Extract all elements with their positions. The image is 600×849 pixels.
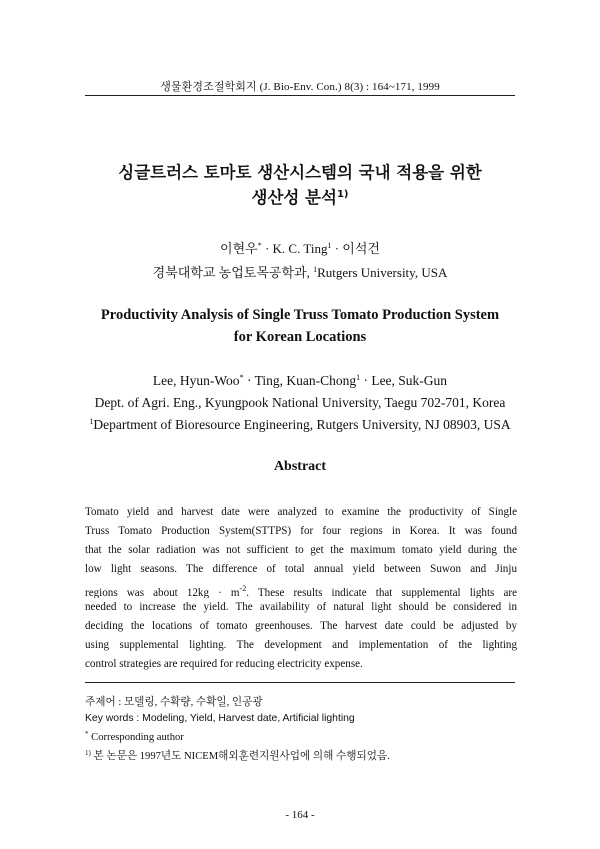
abstract-line: Truss Tomato Production System(STTPS) for four regions in Korea. It was found — [85, 525, 517, 537]
footnote-rule — [85, 682, 515, 683]
affiliation-mark: 1 — [313, 265, 318, 274]
abstract-line: low light seasons. The difference of total annual yield between Suwon and Jinju — [85, 563, 517, 575]
abstract-heading: Abstract — [273, 459, 327, 474]
header-rule — [85, 95, 515, 96]
author-2-en: · Ting, Kuan-Chong — [243, 373, 357, 388]
corresponding-author-note: * Corresponding author — [85, 730, 184, 743]
corresponding-mark: * — [85, 730, 89, 738]
author-1-kr: 이현우 — [220, 241, 258, 256]
footnote-mark: 1) — [85, 749, 91, 757]
affiliation-kr-rutgers: Rutgers University, USA — [317, 265, 448, 280]
exponent: -2 — [239, 584, 247, 593]
affiliation-mark: 1 — [89, 417, 94, 426]
author-3-kr: · 이석건 — [331, 241, 380, 256]
abstract-line: regions was about $12kg \cdot m^{-2}$. These results indicate that supplemental lights are — [85, 584, 517, 598]
abstract-line: control strategies are required for reducing electricity expense. — [85, 658, 363, 670]
title-footnote-mark: 1) — [336, 189, 349, 200]
english-affiliation-2 — [60, 417, 540, 433]
page-number: - 164 - — [285, 809, 315, 821]
english-title-line-1: Productivity Analysis of Single Truss Tomato Production System — [100, 307, 500, 323]
author-2-kr: · K. C. Ting — [261, 241, 328, 256]
corresponding-mark: * — [239, 373, 244, 382]
journal-header: 생물환경조절학회지 (J. Bio-Env. Con.) 8(3) : 164~171, 1999 — [160, 81, 440, 93]
affiliation-en-rutgers: Department of Bioresource Engineering, Rutgers University, NJ 08903, USA — [93, 417, 511, 432]
korean-authors — [60, 238, 540, 257]
author-3-en: · Lee, Suk-Gun — [360, 373, 448, 388]
affiliation-kr-dept: 경북대학교 농업토목공학과, — [152, 265, 314, 280]
korean-affiliation — [60, 262, 540, 281]
abstract-line: deciding the locations of tomato greenhouses. The harvest date could be adjusted by — [85, 620, 517, 632]
english-title-line-2: for Korean Locations — [233, 329, 367, 345]
english-affiliation-1: Dept. of Agri. Eng., Kyungpook National University, Taegu 702-701, Korea — [94, 395, 506, 410]
korean-keywords: 주제어 : 모델링, 수확량, 수확일, 인공광 — [85, 697, 263, 708]
acknowledgement-note: $^{1)}$ 본 논문은 1997년도 NICEM해외훈련지원사업에 의해 수행되었음. — [85, 749, 390, 762]
affiliation-mark: 1 — [356, 373, 361, 382]
english-authors — [60, 373, 540, 389]
abstract-line: needed to increase the yield. The availability of natural light should be considered in — [85, 601, 517, 613]
abstract-body — [85, 503, 517, 674]
author-1-en: Lee, Hyun-Woo — [152, 373, 240, 388]
abstract-line: that the solar radiation was not sufficient to get the maximum tomato yield during the — [85, 544, 517, 556]
english-keywords: Key words : Modeling, Yield, Harvest date, Artificial lighting — [85, 713, 355, 724]
korean-title-text: 생산성 분석 — [251, 188, 337, 207]
affiliation-mark: 1 — [327, 241, 332, 250]
korean-title-line-2 — [60, 184, 540, 208]
corresponding-mark: * — [257, 241, 262, 250]
abstract-line: using supplemental lighting. The development and implementation of the lighting — [85, 639, 517, 651]
abstract-line: Tomato yield and harvest date were analyzed to examine the productivity of Single — [85, 506, 517, 518]
korean-title-line-1: 싱글트러스 토마토 생산시스템의 국내 적용을 위한 — [118, 163, 482, 182]
